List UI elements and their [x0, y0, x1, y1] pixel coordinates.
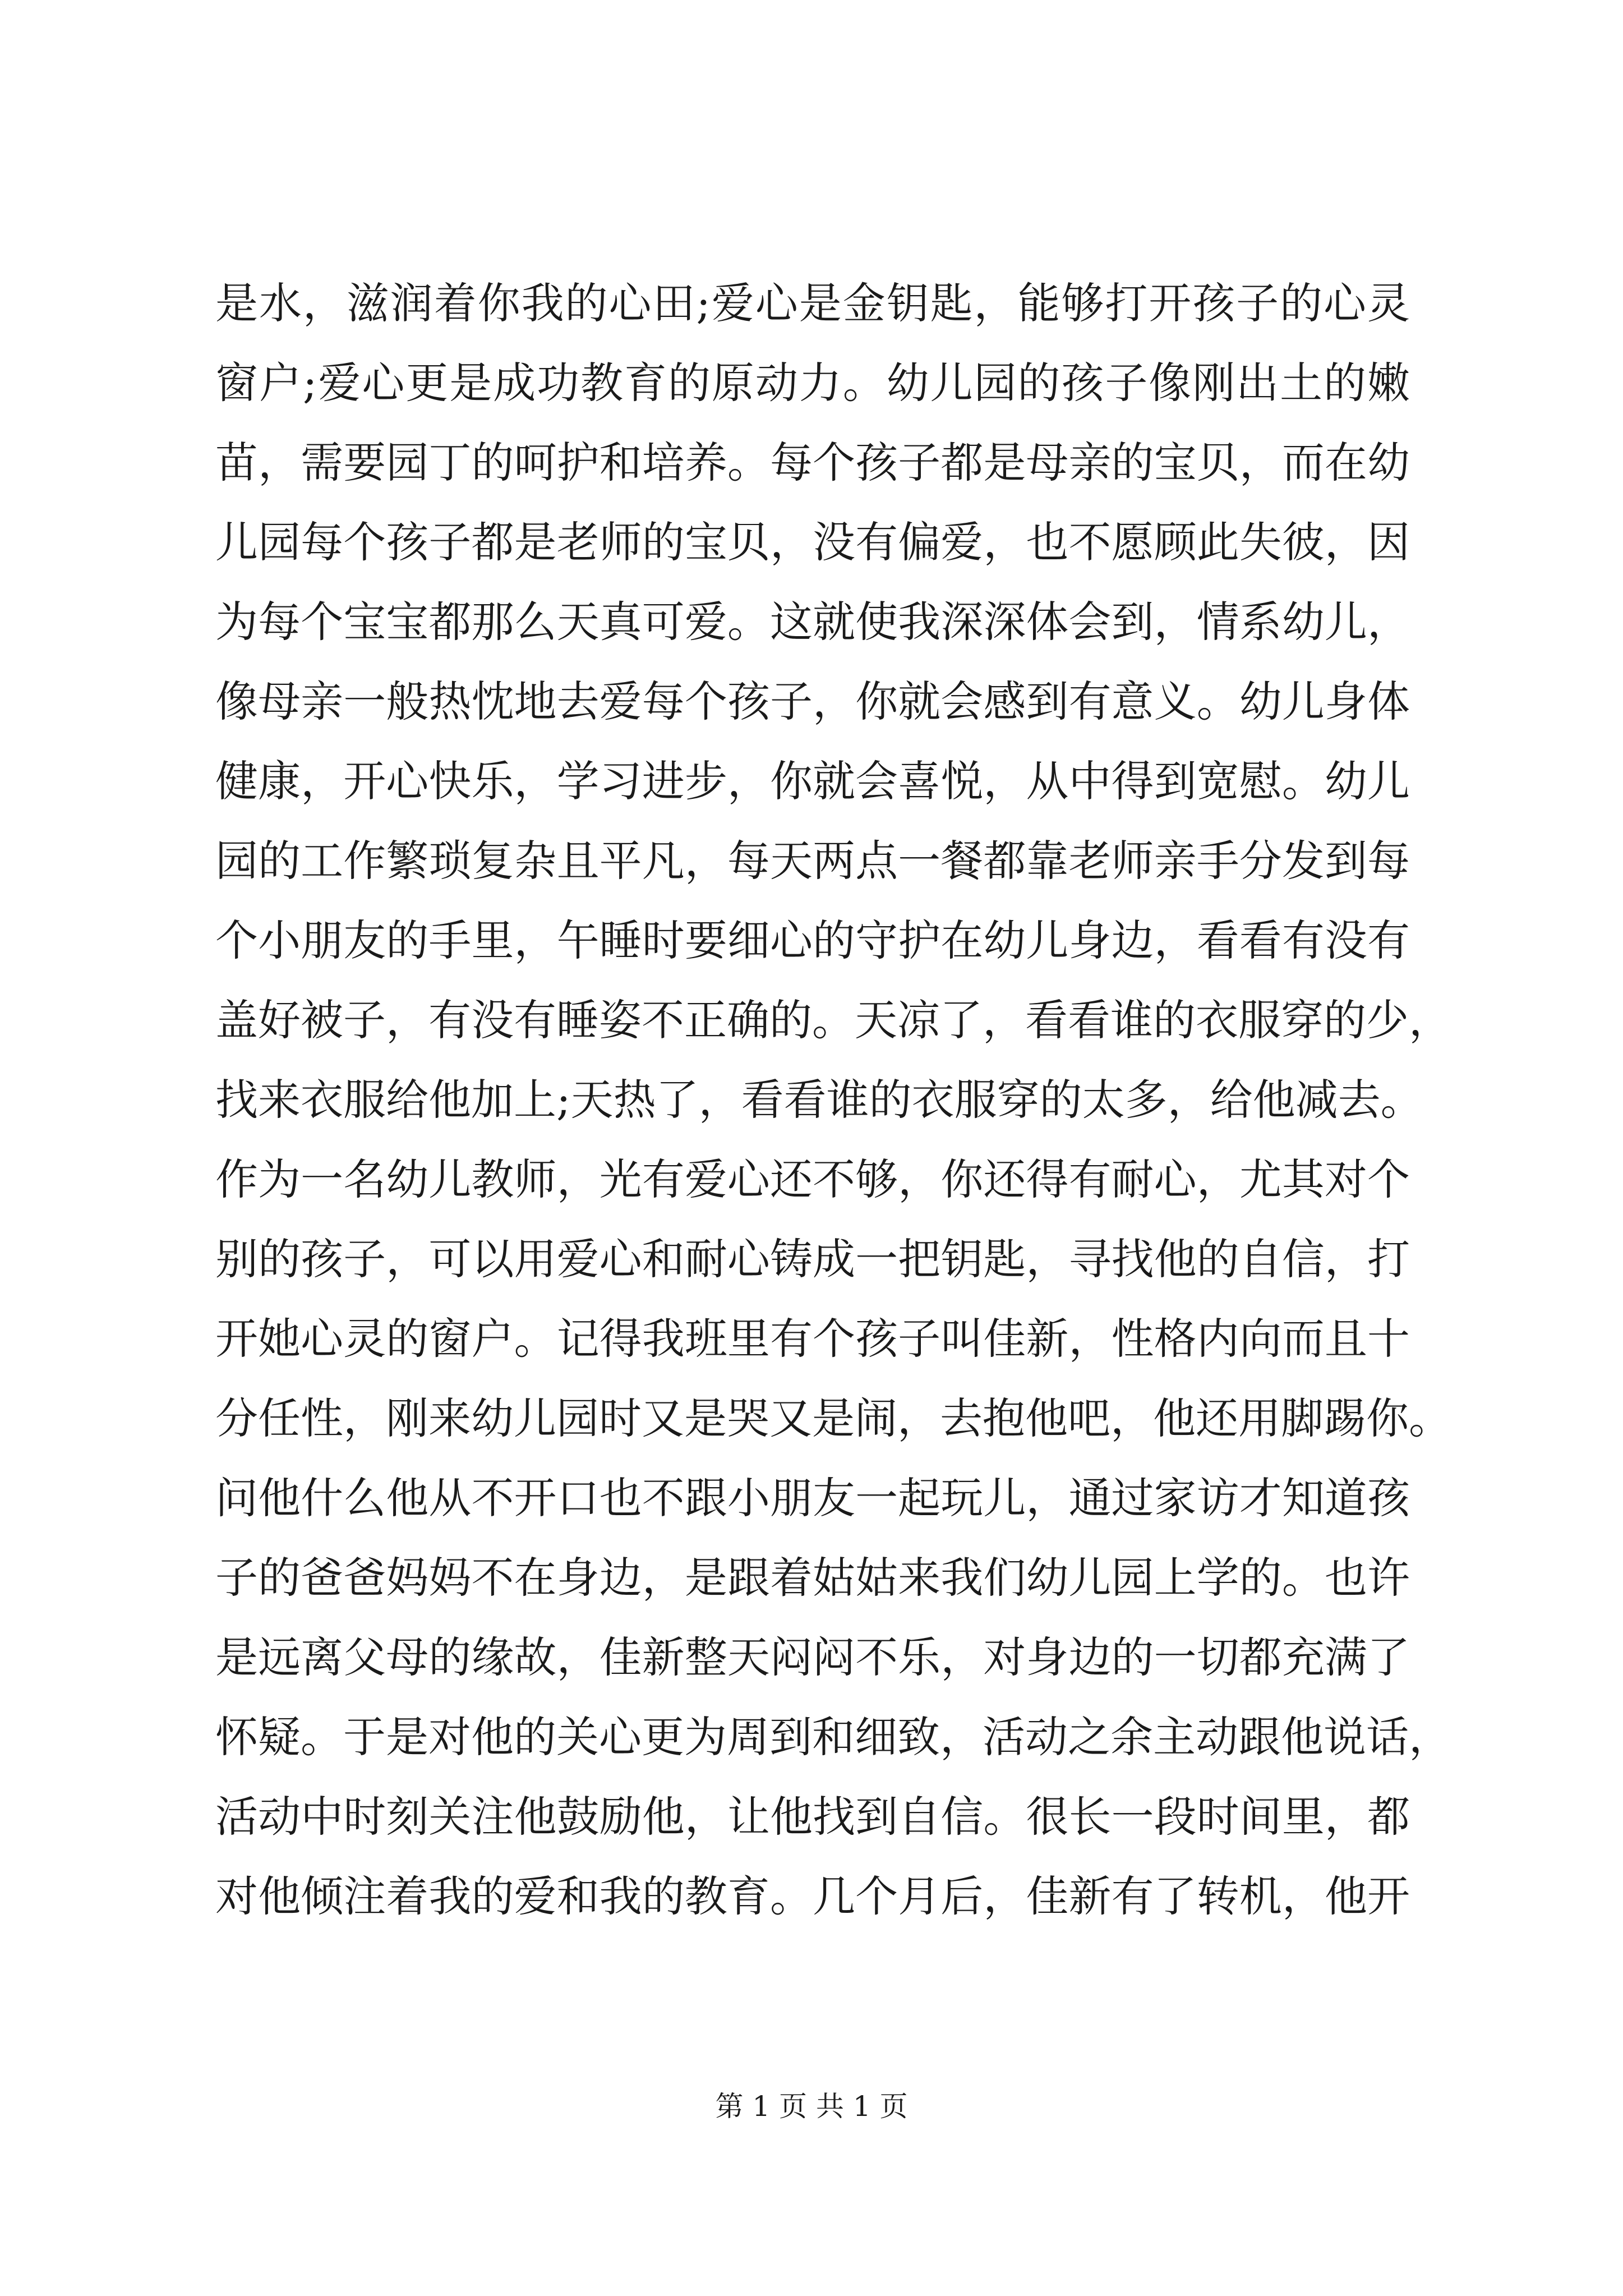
text-line: 找来衣服给他加上;天热了，看看谁的衣服穿的太多，给他减去。 [215, 1075, 1423, 1125]
text-line: 分任性，刚来幼儿园时又是哭又是闹，去抱他吧，他还用脚踢你。 [215, 1393, 1451, 1443]
text-line: 窗户;爱心更是成功教育的原动力。幼儿园的孩子像刚出土的嫩 [215, 358, 1410, 408]
text-line: 是水，滋润着你我的心田;爱心是金钥匙，能够打开孩子的心灵 [215, 278, 1410, 328]
text-line: 园的工作繁琐复杂且平凡，每天两点一餐都靠老师亲手分发到每 [215, 836, 1410, 886]
text-line: 个小朋友的手里，午睡时要细心的守护在幼儿身边，看看有没有 [215, 915, 1410, 965]
text-line: 苗，需要园丁的呵护和培养。每个孩子都是母亲的宝贝，而在幼 [215, 438, 1410, 487]
text-line: 问他什么他从不开口也不跟小朋友一起玩儿，通过家访才知道孩 [215, 1473, 1410, 1523]
text-line: 是远离父母的缘故，佳新整天闷闷不乐，对身边的一切都充满了 [215, 1632, 1410, 1682]
text-line: 作为一名幼儿教师，光有爱心还不够，你还得有耐心，尤其对个 [215, 1154, 1410, 1204]
text-line: 活动中时刻关注他鼓励他，让他找到自信。很长一段时间里，都 [215, 1792, 1410, 1842]
text-line: 子的爸爸妈妈不在身边，是跟着姑姑来我们幼儿园上学的。也许 [215, 1553, 1410, 1603]
text-line: 为每个宝宝都那么天真可爱。这就使我深深体会到，情系幼儿， [215, 597, 1410, 647]
text-line: 怀疑。于是对他的关心更为周到和细致，活动之余主动跟他说话， [215, 1712, 1451, 1762]
text-line: 别的孩子，可以用爱心和耐心铸成一把钥匙，寻找他的自信，打 [215, 1234, 1410, 1284]
text-line: 对他倾注着我的爱和我的教育。几个月后，佳新有了转机，他开 [215, 1871, 1410, 1921]
text-line: 盖好被子，有没有睡姿不正确的。天凉了，看看谁的衣服穿的少， [215, 995, 1451, 1045]
page-footer: 第 1 页 共 1 页 [715, 2090, 908, 2123]
text-line: 健康，开心快乐，学习进步，你就会喜悦，从中得到宽慰。幼儿 [215, 756, 1410, 806]
body-text [215, 264, 1451, 1936]
text-line: 开她心灵的窗户。记得我班里有个孩子叫佳新，性格内向而且十 [215, 1314, 1410, 1364]
text-line: 像母亲一般热忱地去爱每个孩子，你就会感到有意义。幼儿身体 [215, 677, 1410, 726]
text-line: 儿园每个孩子都是老师的宝贝，没有偏爱，也不愿顾此失彼，因 [215, 517, 1410, 567]
